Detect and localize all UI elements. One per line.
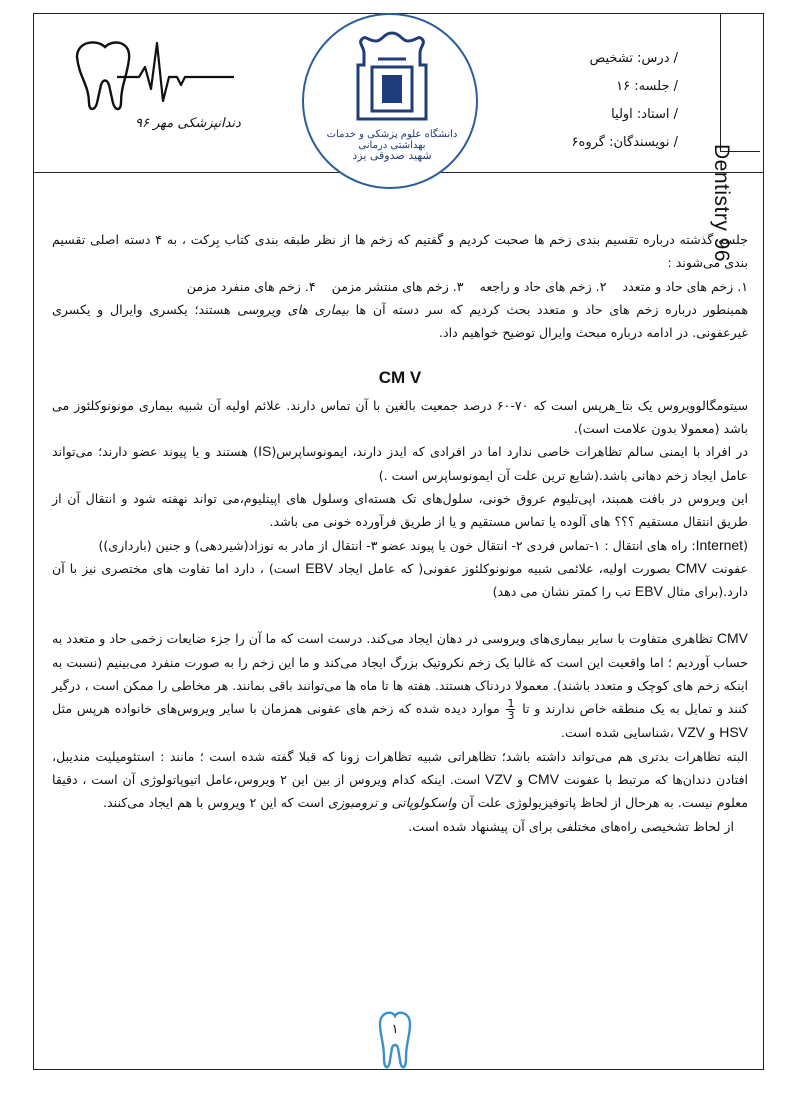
fraction xyxy=(506,698,515,721)
category-list: ۱. زخم های حاد و متعدد ۲. زخم های حاد و راجعه ۳. زخم های منتشر مزمن ۴. زخم های منفرد مزمن xyxy=(186,278,748,294)
text-run: هستند؛ یکسری وایرال و یکسری غیرعفونی. در ادامه درباره مبحث وایرال توضیح خواهیم داد. xyxy=(52,301,748,341)
tooth-heartbeat-logo xyxy=(69,37,239,117)
abbr-is: IS xyxy=(258,443,272,460)
text-run: در افراد با ایمنی سالم تظاهرات خاصی ندارد اما در افرادی که ایدز دارند، ایمونوساپرس( xyxy=(271,444,748,460)
text-run: ( xyxy=(743,537,748,553)
abbr-cmv: CMV xyxy=(675,559,707,576)
fraction-numerator: 1 xyxy=(507,697,515,711)
cmv2-paragraph-1 xyxy=(52,627,748,744)
page-number: ۱ xyxy=(391,1022,399,1037)
text-run: موارد دیده شده که زخم های عفونی همزمان با سایر ویروس‌های خانواده هرپس مثل xyxy=(52,701,505,717)
emblem-caption-1: دانشگاه علوم پزشکی و خدمات بهداشتی درمانی xyxy=(326,129,458,151)
emblem-caption-2: شهید صدوقی یزد xyxy=(352,149,432,162)
meta-session: / جلسه: ۱۶ xyxy=(616,79,678,94)
abbr-vzv: VZV xyxy=(485,770,513,787)
brand-label: Dentistry 96 xyxy=(710,144,733,263)
abbr-hsv: HSV xyxy=(719,724,748,741)
text-run: البته تظاهرات بدتری هم می‌تواند داشته باشد؛ تظاهراتی شبیه تظاهرات زونا که قبلا گفته شده است ؛ مانند : استئومیلیت مندیبل، افتادن دندان‌ها که مرتبط با عفونت xyxy=(52,748,748,787)
spacer xyxy=(52,603,748,627)
course-meta xyxy=(478,45,678,157)
text-run: است) ، دارد اما تفاوت های مختصری نیز با آن دارد.(برای مثال xyxy=(52,560,748,600)
page-footer xyxy=(376,1010,414,1072)
text-run: و xyxy=(512,771,528,787)
cmv-paragraph-2 xyxy=(52,440,748,487)
brand-box xyxy=(710,14,760,263)
emphasis-text: واسکولوپاتی و ترومبوزی xyxy=(327,795,457,811)
university-emblem xyxy=(302,13,478,189)
cmv2-paragraph-3: از لحاظ تشخیصی راه‌های مختلفی برای آن پیشنهاد شده است. xyxy=(408,818,734,834)
cmv-paragraph-5 xyxy=(52,557,748,604)
meta-course: / درس: تشخیص xyxy=(589,51,678,66)
fraction-denominator: 3 xyxy=(507,709,515,723)
text-run: تظاهری متفاوت با سایر بیماری‌های ویروسی در دهان ایجاد می‌کند. درست است که ما آن را جزء ضایعات زخمی حاد و متعدد به حساب آوردیم ؛ اما واقعیت این است که غالبا یک زخم نکروتیک بزرگ ایجاد می‌کند و ما این زخم را به صورت منفرد می‌بینیم (نسبت به اینکه زخم های کوچک و متعدد باشند). معمولا دردناک هستند. هفته ها تا ماه ها می‌توانند باقی بمانند. هر مخاطی را ممکن است ، درگیر کنند و تمایل به یک منطقه خاص ندارند و تا xyxy=(52,631,748,717)
document-body xyxy=(52,228,748,838)
intro-paragraph-2 xyxy=(52,298,748,345)
cmv-paragraph-4 xyxy=(52,534,748,557)
tooth-icon xyxy=(376,1010,414,1072)
emphasis-text: بیماری های ویروسی xyxy=(237,301,349,317)
text-run: و xyxy=(705,725,720,741)
cmv-paragraph-1: سیتومگالوویروس یک بتا_هرپس است که ۷۰-۶۰ درصد جمعیت بالغین با آن تماس دارند. علائم اولیه آن شبیه بیماری مونونوکلئوز می باشد (معمولا بدون علامت است). xyxy=(52,397,748,437)
cmv-paragraph-3: این ویروس در بافت همبند، اپی‌تلیوم عروق خونی، سلول‌های تک هسته‌ای وسلول های اپیتلیوم،می تواند نهفته شود و انتقال آن از طریق انتقال مستقیم ؟؟؟ های آلوده یا تماس مستقیم و یا از طریق فرآورده خونی می باشد. xyxy=(52,490,748,530)
abbr-ebv: EBV xyxy=(305,559,334,576)
meta-instructor: / استاد: اولیا xyxy=(611,107,678,122)
text-run: ) هستند و یا پیوند عضو دارند؛ می‌تواند عامل ایجاد زخم دهانی باشد.(شایع ترین علت آن ایمونوساپرس است .) xyxy=(52,444,748,483)
internet-label: Internet xyxy=(695,536,744,553)
abbr-vzv: VZV xyxy=(677,724,706,741)
text-run: است که این ۲ ویروس با هم ایجاد می‌کنند. xyxy=(103,795,328,811)
abbr-ebv: EBV xyxy=(634,583,663,600)
text-run: بصورت اولیه، علائمی شبیه مونونوکلئوز عفونی( که عامل ایجاد xyxy=(333,560,676,576)
text-run: همینطور درباره زخم های حاد و متعدد بحث کردیم که سر دسته آن ها xyxy=(349,301,749,317)
meta-authors: / نویسندگان: گروه۶ xyxy=(571,135,678,150)
logo-caption: دندانپزشکی مهر ۹۶ xyxy=(135,116,241,131)
abbr-cmv: CMV xyxy=(716,630,748,647)
text-run: ،شناسایی شده است. xyxy=(561,725,678,741)
cmv2-paragraph-2 xyxy=(52,745,748,815)
abbr-cmv: CMV xyxy=(527,770,560,787)
emblem-icon xyxy=(352,29,432,123)
section-title: CM V xyxy=(378,368,422,388)
intro-paragraph: جلسه گذشته درباره تقسیم بندی زخم ها صحبت کردیم و گفتیم که زخم ها از نظر طبقه بندی کتاب بِرکت ، به ۴ دسته اصلی تقسیم بندی می‌شوند : xyxy=(52,232,748,271)
text-run: : راه های انتقال : ۱-تماس فردی ۲- انتقال خون یا پیوند عضو ۳- انتقال از مادر به نوزاد(شیردهی) و جنین (بارداری)) xyxy=(98,537,696,553)
text-run: عفونت xyxy=(706,560,748,576)
text-run: است. اینکه کدام ویروس از بین این ۲ ویروس،عامل اتیوپاتولوژی آن است ، دقیقا معلوم نیست. به هرحال از لحاظ پاتوفیزیولوژی علت آن xyxy=(52,771,748,811)
text-run: تب را کمتر نشان می دهد) xyxy=(492,584,635,600)
